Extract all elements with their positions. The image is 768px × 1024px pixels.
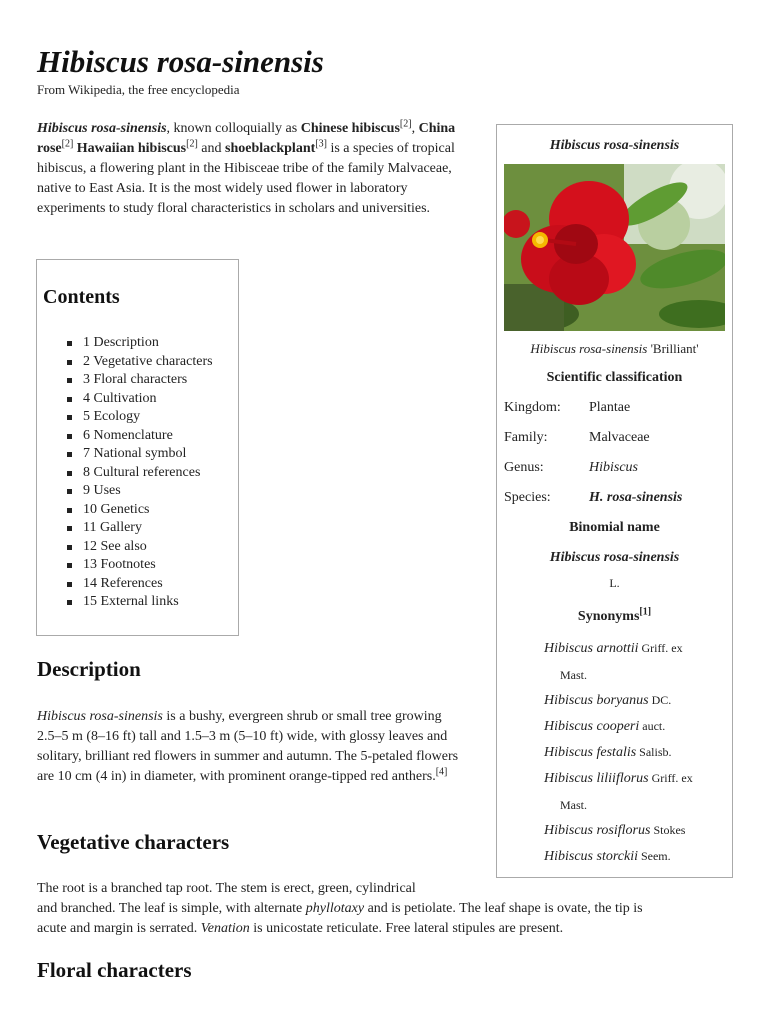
caption-species: Hibiscus rosa-sinensis [530,341,648,356]
classification-row-species [504,490,682,506]
synonym-author-cont[interactable]: Mast. [560,668,587,682]
ref-link[interactable]: [3] [315,138,327,150]
synonym-author[interactable]: Stokes [650,823,686,837]
table-of-contents [36,259,239,636]
section-heading-description: Description [37,657,141,681]
species-name: Hibiscus rosa-sinensis [37,709,163,724]
common-name-2[interactable]: China rose [37,121,456,156]
synonym-name: Hibiscus boryanus [544,693,649,708]
vegetative-text: and branched. The leaf is simple, with alternate [37,901,306,916]
ref-link[interactable]: [4] [435,766,448,778]
toc-item[interactable]: 4 Cultivation [63,390,213,409]
section-heading-floral: Floral characters [37,958,192,982]
lead-species-name: Hibiscus rosa-sinensis [37,121,167,136]
taxobox [496,124,733,878]
toc-item[interactable]: 11 Gallery [63,519,213,538]
rank-label: Family: [504,430,548,445]
rank-label: Species: [504,490,551,505]
synonym-item [544,693,671,709]
classification-row-genus [504,460,638,476]
classification-row-kingdom [504,400,630,416]
binomial-author[interactable]: L. [609,576,620,590]
synonym-name: Hibiscus cooperi [544,719,640,734]
toc-item[interactable]: 9 Uses [63,482,213,501]
vegetative-text: acute and margin is serrated. [37,921,201,936]
description-text: is a bushy, evergreen shrub or small tree growing 2.5–5 m (8–16 ft) tall and 1.5–3 m (5–10 ft) wide, with glossy leaves and solitary, brilliant red flowers in summer and autumn. The 5-petaled flowers are 10 cm (4 in) in diameter, with prominent orange-tipped red anthers. [37,709,459,784]
toc-item[interactable]: 2 Vegetative characters [63,353,213,372]
infobox-title: Hibiscus rosa-sinensis [549,138,680,153]
rank-value[interactable]: Malvaceae [589,430,650,445]
synonyms-heading [497,606,732,625]
vegetative-line-3 [37,919,643,939]
lead-text: is a species of tropical hibiscus, a flowering plant in the Hibisceae tribe of the family Malvaceae, native to East Asia. It is the most widely used flower in laboratory experiments to study floral characteristics in scholars and universities. [37,141,455,216]
synonym-author[interactable]: Griff. ex [638,641,683,655]
synonym-item [544,849,671,865]
binomial-name-heading: Binomial name [569,520,660,535]
rank-value[interactable]: Hibiscus [589,460,638,475]
photo-caption [497,341,732,357]
toc-item[interactable]: 13 Footnotes [63,556,213,575]
scientific-classification-heading: Scientific classification [546,370,683,385]
synonym-author[interactable]: Seem. [637,849,671,863]
vegetative-line-1: The root is a branched tap root. The stem is erect, green, cylindrical [37,881,416,896]
synonym-author[interactable]: Salisb. [636,745,672,759]
lead-text: , [411,121,419,136]
rank-value: H. rosa-sinensis [589,490,683,505]
venation-link[interactable]: Venation [200,921,250,936]
rank-label: Genus: [504,460,544,475]
ref-link[interactable]: [2] [61,138,74,150]
tagline: From Wikipedia, the free encyclopedia [37,82,240,97]
common-name-3[interactable]: Hawaiian hibiscus [76,141,187,156]
toc-item[interactable]: 6 Nomenclature [63,427,213,446]
synonym-item [544,719,665,735]
synonyms-label: Synonyms [577,609,640,624]
toc-item[interactable]: 7 National symbol [63,445,213,464]
rank-value[interactable]: Plantae [589,400,631,415]
hibiscus-flower-image [504,164,725,331]
toc-item[interactable]: 3 Floral characters [63,371,213,390]
hibiscus-photo[interactable] [504,164,725,331]
synonym-name: Hibiscus liliiflorus [544,771,649,786]
synonym-author[interactable]: DC. [648,693,672,707]
toc-item[interactable]: 1 Description [63,334,213,353]
toc-list [63,334,213,612]
rank-label: Kingdom: [504,400,561,415]
vegetative-paragraph [37,879,643,939]
binomial-name: Hibiscus rosa-sinensis [549,550,680,565]
section-heading-vegetative: Vegetative characters [37,830,230,854]
synonym-name: Hibiscus arnottii [544,641,639,656]
synonym-item [544,641,683,657]
synonym-item [544,745,672,761]
vegetative-text: and is petiolate. The leaf shape is ovate, the tip is [364,901,643,916]
toc-item[interactable]: 10 Genetics [63,501,213,520]
common-name-4[interactable]: shoeblackplant [225,141,316,156]
page-title: Hibiscus rosa-sinensis [37,44,324,79]
phyllotaxy-link[interactable]: phyllotaxy [305,901,365,916]
description-paragraph [37,707,465,787]
synonym-item [544,771,693,787]
synonym-name: Hibiscus rosiflorus [544,823,651,838]
synonym-name: Hibiscus festalis [544,745,637,760]
synonym-item [544,823,685,839]
lead-paragraph [37,119,477,219]
synonym-author-cont[interactable]: Mast. [560,798,587,812]
ref-link[interactable]: [2] [186,138,198,150]
vegetative-text: is unicostate reticulate. Free lateral stipules are present. [249,921,564,936]
toc-title: Contents [43,286,120,308]
ref-link[interactable]: [1] [639,606,652,618]
lead-text: and [197,141,226,156]
ref-link[interactable]: [2] [399,118,412,130]
classification-row-family [504,430,650,446]
synonym-author[interactable]: auct. [639,719,666,733]
toc-item[interactable]: 12 See also [63,538,213,557]
vegetative-line-2 [37,899,643,919]
common-name-1[interactable]: Chinese hibiscus [300,121,400,136]
toc-item[interactable]: 14 References [63,575,213,594]
synonym-name: Hibiscus storckii [544,849,638,864]
toc-item[interactable]: 15 External links [63,593,213,612]
toc-item[interactable]: 5 Ecology [63,408,213,427]
synonym-author[interactable]: Griff. ex [648,771,693,785]
toc-item[interactable]: 8 Cultural references [63,464,213,483]
lead-text: , known colloquially as [166,121,301,136]
caption-cultivar: 'Brilliant' [647,341,699,356]
